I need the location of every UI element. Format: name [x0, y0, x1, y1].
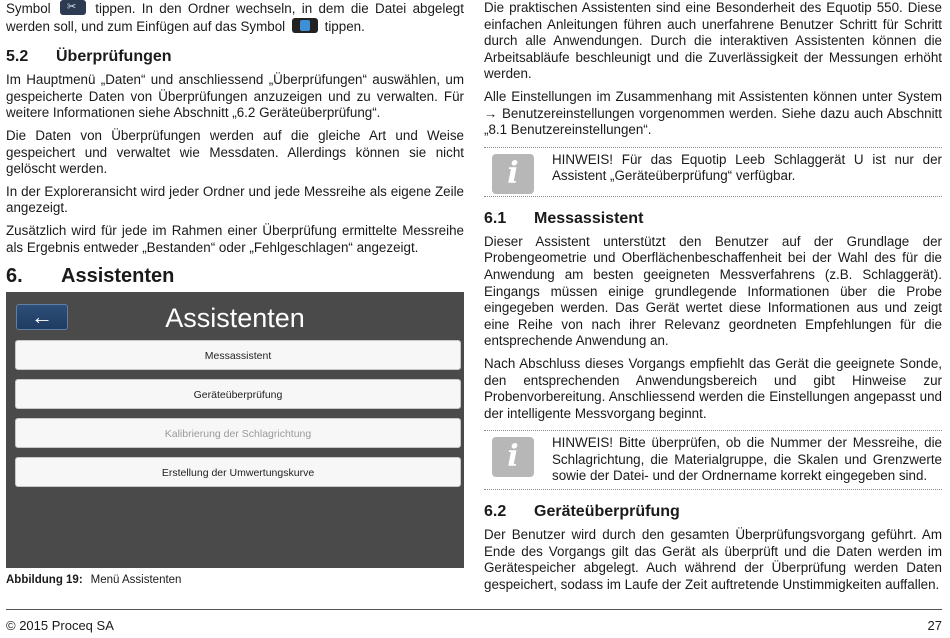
- intro-paragraph: [6, 0, 464, 35]
- paragraph: Dieser Assistent unterstützt den Benutzer auf der Grundlage der Probengeometrie und Oberflächenbeschaffenheit bei der Wahl des für die Anwendung am besten geeigneten Messverfahrens (z.B. Schlaggerät). Eingangs müssen einige grundlegende Informationen über die Probe eingegeben werden. Das Gerät wertet diese Informationen aus und zeigt eine Reihe von nach ihrer Relevanz geordneten Empfehlungen für die entsprechende Anwendung an.: [484, 233, 942, 349]
- figure-caption: [6, 573, 181, 587]
- intro-text-end: tippen.: [324, 18, 365, 34]
- section-title: Geräteüberprüfung: [534, 503, 680, 521]
- left-column: [6, 0, 464, 294]
- footer-divider: [6, 609, 942, 610]
- note-text: HINWEIS! Für das Equotip Leeb Schlaggerät U ist nur der Assistent „Geräteüberprüfung“ verfügbar.: [552, 151, 942, 184]
- chapter-heading-6: [6, 264, 464, 288]
- scissors-icon: [60, 0, 86, 15]
- section-number: 6.1: [484, 209, 507, 227]
- intro-text-start: Symbol: [6, 1, 51, 16]
- note-text: HINWEIS! Bitte überprüfen, ob die Nummer der Messreihe, die Schlagrichtung, die Materialgruppe, die Skalen und Grenzwerte sowie der Datei- und der Ordnername korrekt eingegeben sind.: [552, 435, 942, 484]
- paragraph: Zusätzlich wird für jede im Rahmen einer Überprüfung ermittelte Messreihe als Ergebnis entweder „Bestanden“ oder „Fehlgeschlagen“ angezeigt.: [6, 222, 464, 255]
- screen-title: Assistenten: [165, 303, 305, 333]
- paragraph: Alle Einstellungen im Zusammenhang mit Assistenten können unter System → Benutzereinstellungen vorgenommen werden. Siehe dazu auch Abschnitt „8.1 Benutzereinstellungen“.: [484, 88, 942, 138]
- chapter-number: 6.: [6, 265, 23, 288]
- info-icon: i: [492, 154, 534, 194]
- right-column: [484, 0, 942, 599]
- chapter-title: Assistenten: [61, 265, 175, 288]
- menu-button-impact-direction-calibration: Kalibrierung der Schlagrichtung: [15, 418, 461, 448]
- note-box: [484, 147, 942, 197]
- section-title: Überprüfungen: [56, 48, 172, 66]
- paragraph: Im Hauptmenü „Daten“ und anschliessend „Überprüfungen“ auswählen, um gespeicherte Daten von Überprüfungen anzuzeigen und zu verwalten. Für weitere Informationen siehe Abschnitt „6.2 Geräteüberprüfung“.: [6, 72, 464, 121]
- menu-button-conversion-curve[interactable]: Erstellung der Umwertungskurve: [15, 457, 461, 487]
- menu-button-device-check[interactable]: Geräteüberprüfung: [15, 379, 461, 409]
- section-number: 6.2: [484, 503, 507, 521]
- section-title: Messassistent: [534, 209, 644, 227]
- info-icon: i: [492, 437, 534, 477]
- paragraph: Die Daten von Überprüfungen werden auf die gleiche Art und Weise gespeichert und verwaltet wie Messdaten. Allerdings können sie nicht gelöscht werden.: [6, 127, 464, 177]
- section-number: 5.2: [6, 48, 29, 66]
- paragraph: In der Exploreransicht wird jeder Ordner und jede Messreihe als eigene Zeile angezeigt.: [6, 183, 464, 216]
- caption-label: Abbildung 19:: [6, 574, 83, 586]
- menu-button-measurement-assistant[interactable]: Messassistent: [15, 340, 461, 370]
- intro-text-mid: tippen. In den Ordner wechseln, in dem die Datei abgelegt werden soll, und zum Einfügen auf das Symbol: [6, 1, 464, 34]
- footer-copyright: © 2015 Proceq SA: [6, 618, 114, 633]
- paste-icon: [292, 18, 318, 33]
- assistants-screen-figure: [6, 292, 464, 568]
- paragraph: Die praktischen Assistenten sind eine Besonderheit des Equotip 550. Diese einfachen Anleitungen führen auch unerfahrene Benutzer Schritt für Schritt durch alle Anwendungen. Durch die interaktiven Assistenten können die Arbeitsabläufe beschleunigt und die Zuverlässigkeit der Messungen erhöht werden.: [484, 0, 942, 82]
- note-box: [484, 430, 942, 490]
- section-heading-6-2: [484, 502, 942, 521]
- paragraph: Nach Abschluss dieses Vorgangs empfiehlt das Gerät die geeignete Sonde, den entsprechenden Anwendungsbereich und gibt Hinweise zur Probenvorbereitung. Anschliessend werden die Einstellungen angepasst und der intelligente Messvorgang beginnt.: [484, 355, 942, 421]
- caption-text: Menü Assistenten: [90, 574, 182, 586]
- section-heading-5-2: [6, 47, 464, 66]
- paragraph: Der Benutzer wird durch den gesamten Überprüfungsvorgang geführt. Am Ende des Vorgangs gilt das Gerät als überprüft und die Daten werden im Gerätespeicher abgelegt. Auch während der Überprüfung werden Daten gespeichert, sodass im Laufe der Zeit auftretende Unstimmigkeiten auffallen.: [484, 527, 942, 592]
- section-heading-6-1: [484, 209, 942, 228]
- page-number: 27: [927, 618, 942, 633]
